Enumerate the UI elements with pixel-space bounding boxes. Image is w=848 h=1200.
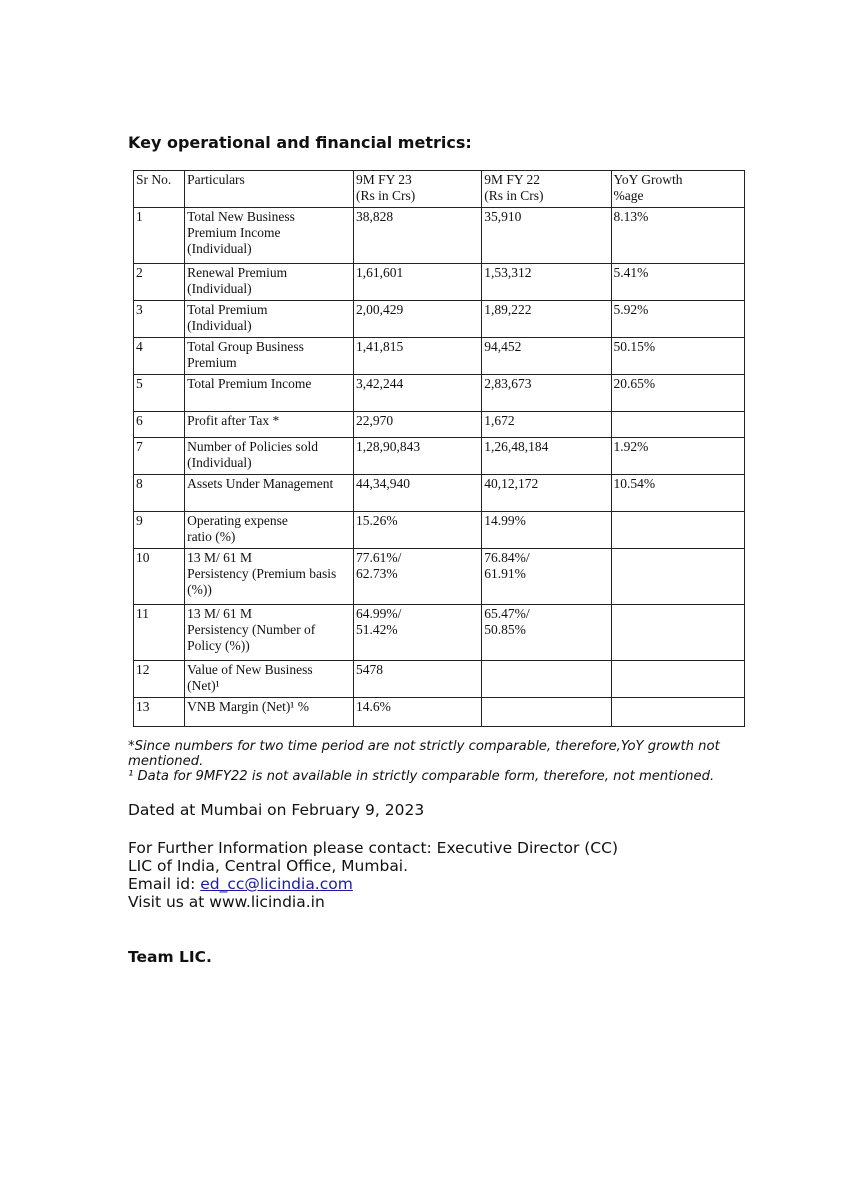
cell-9m-fy22-line: 65.47%/: [484, 606, 530, 621]
cell-9m-fy22: [482, 438, 611, 475]
cell-particulars-line: Operating expense: [187, 513, 288, 528]
cell-yoy-growth: [611, 549, 745, 605]
header-particulars: Particulars: [185, 171, 354, 208]
cell-particulars-line: Renewal Premium: [187, 265, 288, 280]
cell-particulars-line: Persistency (Number of: [187, 622, 316, 637]
table-row: [134, 698, 745, 727]
cell-9m-fy22: [482, 475, 611, 512]
cell-9m-fy22-line: 1,53,312: [484, 265, 532, 280]
cell-9m-fy23-line: 44,34,940: [355, 476, 410, 491]
cell-9m-fy23: [353, 208, 481, 264]
cell-9m-fy23: [353, 338, 481, 375]
cell-particulars-line: Policy (%)): [187, 638, 250, 653]
cell-particulars-line: Value of New Business: [187, 662, 313, 677]
cell-9m-fy23: [353, 412, 481, 438]
cell-9m-fy23-line: 3,42,244: [355, 376, 404, 391]
office-address: LIC of India, Central Office, Mumbai.: [128, 857, 409, 875]
email-link[interactable]: ed_cc@licindia.com: [200, 875, 353, 893]
cell-9m-fy22-line: 40,12,172: [484, 476, 539, 491]
cell-sr-no: 4: [134, 338, 185, 375]
cell-particulars: [185, 375, 354, 412]
cell-9m-fy22: [482, 605, 611, 661]
cell-9m-fy23-line: 15.26%: [355, 513, 398, 528]
footnote-star: *Since numbers for two time period are not strictly comparable, therefore,YoY growth not mentioned.: [128, 739, 720, 769]
cell-9m-fy23: [353, 438, 481, 475]
cell-yoy-growth: [611, 698, 745, 727]
cell-particulars: [185, 549, 354, 605]
cell-particulars-line: (Net)¹: [187, 678, 220, 693]
dated-line: Dated at Mumbai on February 9, 2023: [128, 801, 425, 819]
signoff: Team LIC.: [128, 948, 212, 966]
cell-9m-fy23: [353, 661, 481, 698]
cell-particulars: [185, 661, 354, 698]
cell-particulars: [185, 605, 354, 661]
table-header-row: [134, 171, 745, 208]
cell-9m-fy23-line: 5478: [355, 662, 383, 677]
cell-particulars-line: Number of Policies sold: [187, 439, 318, 454]
cell-9m-fy23: [353, 549, 481, 605]
cell-9m-fy23-line: 64.99%/: [355, 606, 402, 621]
cell-particulars: [185, 208, 354, 264]
cell-9m-fy22-line: 14.99%: [484, 513, 526, 528]
cell-9m-fy22-line: 76.84%/: [484, 550, 530, 565]
cell-9m-fy23: [353, 375, 481, 412]
cell-sr-no: 13: [134, 698, 185, 727]
cell-particulars-line: Premium: [187, 355, 237, 370]
cell-9m-fy22: [482, 375, 611, 412]
header-yoy-growth-unit: %age: [613, 188, 644, 203]
header-yoy-growth: [611, 171, 745, 208]
cell-yoy-growth: 8.13%: [611, 208, 745, 264]
cell-sr-no: 10: [134, 549, 185, 605]
cell-yoy-growth: 1.92%: [611, 438, 745, 475]
header-sr-no: Sr No.: [134, 171, 185, 208]
cell-particulars: [185, 338, 354, 375]
cell-particulars-line: Persistency (Premium basis: [187, 566, 337, 581]
cell-9m-fy23: [353, 605, 481, 661]
website-line: Visit us at www.licindia.in: [128, 893, 325, 911]
cell-particulars-line: (Individual): [187, 455, 252, 470]
cell-yoy-growth: [611, 512, 745, 549]
table-row: [134, 412, 745, 438]
cell-particulars: [185, 475, 354, 512]
cell-particulars-line: Total Premium: [187, 302, 268, 317]
cell-particulars-line: (%)): [187, 582, 212, 597]
cell-9m-fy23-line: 1,28,90,843: [355, 439, 421, 454]
cell-9m-fy23: [353, 512, 481, 549]
cell-9m-fy23-line: 2,00,429: [355, 302, 404, 317]
cell-9m-fy22-line: 1,89,222: [484, 302, 532, 317]
cell-particulars-line: Total New Business: [187, 209, 295, 224]
table-row: [134, 605, 745, 661]
table-row: [134, 338, 745, 375]
cell-9m-fy23-line: 77.61%/: [355, 550, 402, 565]
cell-9m-fy23: [353, 264, 481, 301]
cell-particulars-line: Assets Under Management: [187, 476, 334, 491]
cell-9m-fy23-line: 1,41,815: [355, 339, 404, 354]
cell-yoy-growth: 5.92%: [611, 301, 745, 338]
cell-particulars-line: 13 M/ 61 M: [187, 550, 252, 565]
header-9m-fy23-unit: (Rs in Crs): [355, 188, 416, 203]
table-row: [134, 661, 745, 698]
page-title: Key operational and financial metrics:: [128, 133, 472, 152]
cell-particulars: [185, 264, 354, 301]
table-row: [134, 475, 745, 512]
cell-yoy-growth: 20.65%: [611, 375, 745, 412]
header-9m-fy22-title: 9M FY 22: [484, 172, 540, 187]
cell-9m-fy23-line: 14.6%: [355, 699, 391, 714]
cell-particulars-line: 13 M/ 61 M: [187, 606, 252, 621]
table-row: [134, 208, 745, 264]
cell-9m-fy22: [482, 512, 611, 549]
cell-9m-fy23-line: 22,970: [355, 413, 394, 428]
cell-9m-fy22-line: 2,83,673: [484, 376, 532, 391]
cell-yoy-growth: 10.54%: [611, 475, 745, 512]
cell-9m-fy22: [482, 338, 611, 375]
cell-sr-no: 1: [134, 208, 185, 264]
table-row: [134, 512, 745, 549]
cell-particulars: [185, 301, 354, 338]
cell-yoy-growth: 50.15%: [611, 338, 745, 375]
cell-particulars-line: Total Premium Income: [187, 376, 312, 391]
cell-yoy-growth: [611, 605, 745, 661]
cell-9m-fy23-line: 1,61,601: [355, 265, 404, 280]
header-9m-fy23-title: 9M FY 23: [355, 172, 412, 187]
cell-sr-no: 11: [134, 605, 185, 661]
cell-9m-fy23: [353, 475, 481, 512]
table-row: [134, 549, 745, 605]
cell-yoy-growth: [611, 661, 745, 698]
cell-9m-fy23: [353, 698, 481, 727]
cell-9m-fy22-line: 50.85%: [484, 622, 526, 637]
cell-sr-no: 3: [134, 301, 185, 338]
contact-line: For Further Information please contact: Executive Director (CC): [128, 839, 618, 857]
cell-particulars: [185, 412, 354, 438]
header-yoy-growth-title: YoY Growth: [613, 172, 683, 187]
cell-9m-fy22-line: 61.91%: [484, 566, 526, 581]
cell-9m-fy22: [482, 412, 611, 438]
cell-sr-no: 12: [134, 661, 185, 698]
cell-9m-fy22-line: 1,672: [484, 413, 515, 428]
table-row: [134, 375, 745, 412]
header-9m-fy23: [353, 171, 481, 208]
cell-9m-fy23-line: 38,828: [355, 209, 394, 224]
cell-sr-no: 2: [134, 264, 185, 301]
cell-9m-fy22: [482, 264, 611, 301]
cell-9m-fy22: [482, 549, 611, 605]
cell-particulars: [185, 438, 354, 475]
cell-9m-fy22-line: 1,26,48,184: [484, 439, 549, 454]
cell-particulars-line: ratio (%): [187, 529, 236, 544]
cell-particulars-line: (Individual): [187, 281, 252, 296]
header-9m-fy22: [482, 171, 611, 208]
cell-9m-fy22: [482, 301, 611, 338]
cell-9m-fy22: [482, 661, 611, 698]
cell-9m-fy22-line: 35,910: [484, 209, 522, 224]
cell-9m-fy22-line: 94,452: [484, 339, 522, 354]
cell-particulars-line: (Individual): [187, 241, 252, 256]
cell-sr-no: 5: [134, 375, 185, 412]
cell-particulars: [185, 698, 354, 727]
cell-9m-fy22: [482, 208, 611, 264]
footnote-superscript: ¹ Data for 9MFY22 is not available in strictly comparable form, therefore, not mentioned.: [128, 769, 715, 784]
cell-particulars-line: (Individual): [187, 318, 252, 333]
cell-sr-no: 6: [134, 412, 185, 438]
cell-particulars-line: Profit after Tax *: [187, 413, 280, 428]
cell-9m-fy23-line: 51.42%: [355, 622, 398, 637]
cell-yoy-growth: [611, 412, 745, 438]
cell-9m-fy22: [482, 698, 611, 727]
table-row: [134, 438, 745, 475]
cell-particulars-line: VNB Margin (Net)¹ %: [187, 699, 309, 714]
cell-particulars-line: Total Group Business: [187, 339, 304, 354]
cell-particulars: [185, 512, 354, 549]
metrics-table-body: [134, 208, 745, 727]
header-9m-fy22-unit: (Rs in Crs): [484, 188, 544, 203]
cell-sr-no: 7: [134, 438, 185, 475]
cell-sr-no: 8: [134, 475, 185, 512]
cell-9m-fy23-line: 62.73%: [355, 566, 398, 581]
email-line: [128, 875, 353, 893]
cell-yoy-growth: 5.41%: [611, 264, 745, 301]
cell-particulars-line: Premium Income: [187, 225, 281, 240]
table-row: [134, 264, 745, 301]
table-row: [134, 301, 745, 338]
cell-sr-no: 9: [134, 512, 185, 549]
email-label: Email id:: [128, 875, 201, 893]
cell-9m-fy23: [353, 301, 481, 338]
metrics-table: [133, 170, 745, 727]
